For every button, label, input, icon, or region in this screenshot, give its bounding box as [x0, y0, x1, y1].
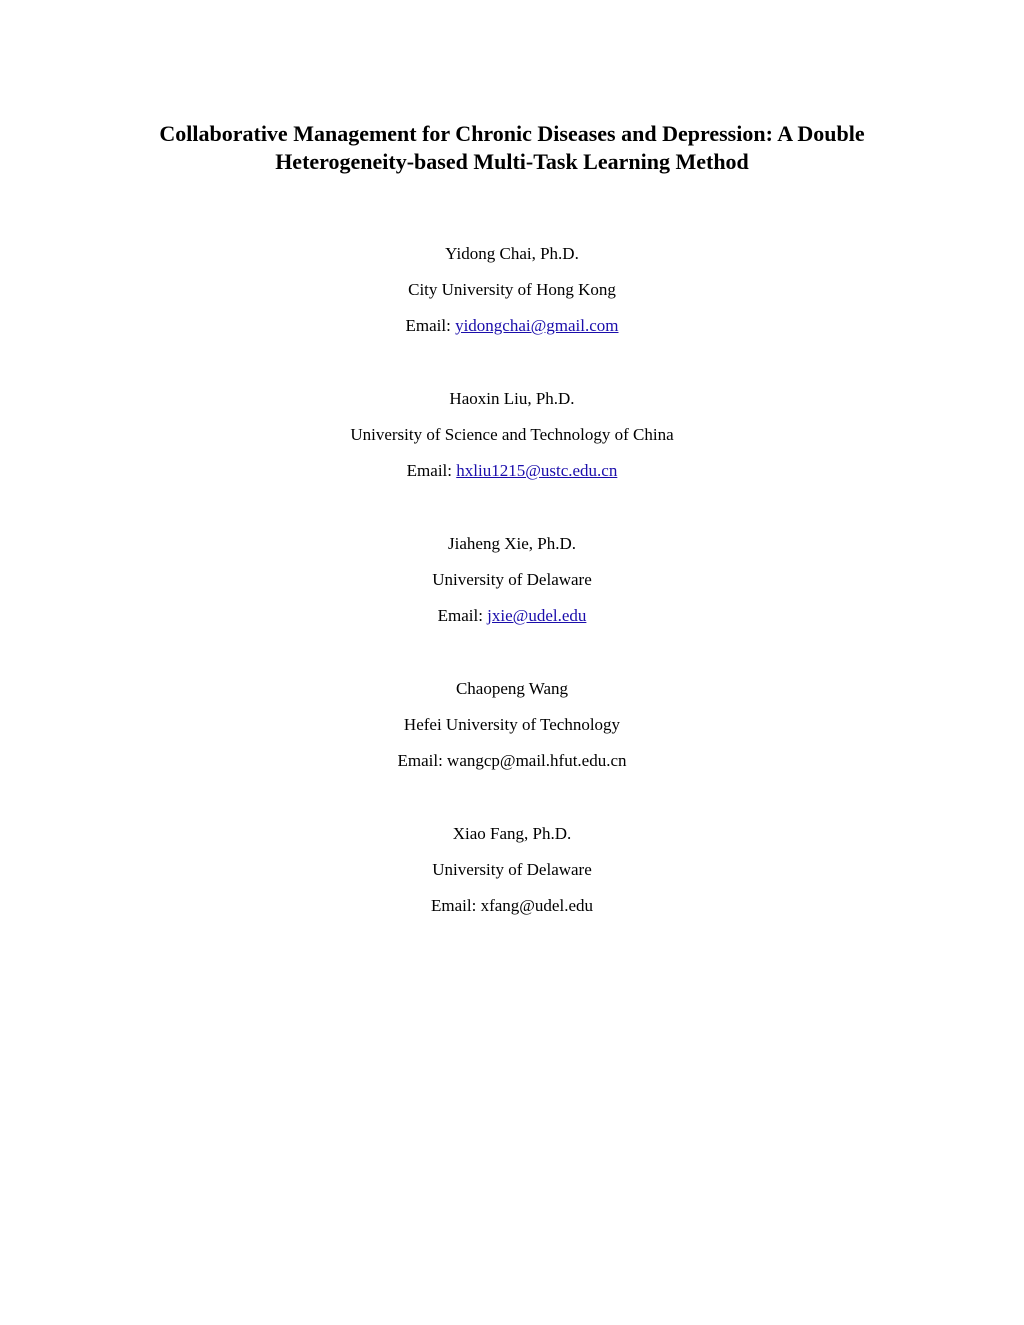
author-email-line — [0, 751, 1024, 787]
paper-title — [0, 120, 1024, 176]
title-line-1: Collaborative Management for Chronic Diseases and Depression: A Double — [159, 121, 865, 146]
author-affiliation: University of Delaware — [432, 860, 592, 879]
author-affiliation: City University of Hong Kong — [408, 280, 616, 299]
email-label: Email: — [430, 896, 481, 915]
author-name: Chaopeng Wang — [455, 679, 569, 698]
email-label: Email: — [406, 461, 457, 480]
email-link[interactable]: jxie@udel.edu — [487, 606, 587, 625]
author-name: Xiao Fang, Ph.D. — [452, 824, 572, 843]
author-name: Haoxin Liu, Ph.D. — [449, 389, 575, 408]
author-list — [0, 244, 1024, 969]
email-text: wangcp@mail.hfut.edu.cn — [447, 751, 627, 770]
author-block-fang — [0, 824, 1024, 969]
author-email-line — [0, 461, 1024, 497]
author-name: Jiaheng Xie, Ph.D. — [448, 534, 576, 553]
author-block-xie — [0, 534, 1024, 679]
email-label: Email: — [437, 606, 488, 625]
author-email-line — [0, 316, 1024, 352]
author-email-line — [0, 896, 1024, 932]
author-block-liu — [0, 389, 1024, 534]
email-link[interactable]: hxliu1215@ustc.edu.cn — [456, 461, 618, 480]
author-affiliation: University of Delaware — [432, 570, 592, 589]
author-name: Yidong Chai, Ph.D. — [445, 244, 579, 263]
email-label: Email: — [397, 751, 448, 770]
email-link[interactable]: yidongchai@gmail.com — [455, 316, 619, 335]
author-block-wang — [0, 679, 1024, 824]
title-line-2: Heterogeneity-based Multi-Task Learning Method — [275, 149, 749, 174]
author-email-line — [0, 606, 1024, 642]
email-label: Email: — [405, 316, 456, 335]
author-affiliation: Hefei University of Technology — [403, 715, 621, 734]
author-block-chai — [0, 244, 1024, 389]
author-affiliation: University of Science and Technology of China — [350, 425, 674, 444]
email-text: xfang@udel.edu — [480, 896, 593, 915]
